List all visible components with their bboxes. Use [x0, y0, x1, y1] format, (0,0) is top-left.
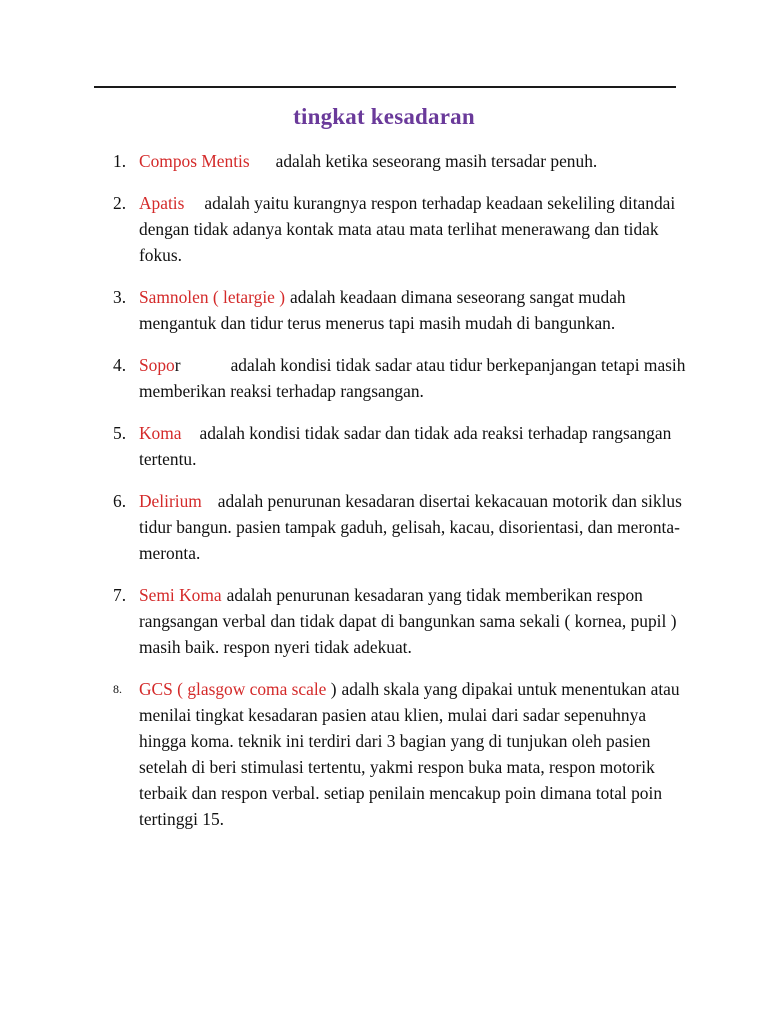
item-number: 8.: [113, 682, 122, 696]
list-item-sopor: [113, 352, 693, 404]
item-number: 7.: [113, 585, 127, 605]
term-suffix: ): [326, 679, 337, 699]
list-item-apatis: [113, 190, 693, 268]
definition: adalh skala yang dipakai untuk menentukan atau menilai tingkat kesadaran pasien atau klien, mulai dari sadar sepenuhnya hingga koma. teknik ini terdiri dari 3 bagian yang di tunjukan oleh pasien setelah di beri stimulasi tertentu, yakmi respon buka mata, respon motorik terbaik dan respon verbal. setiap penilain mencakup poin dimana total poin tertinggi 15.: [139, 679, 680, 829]
term: Semi Koma: [139, 585, 222, 605]
term: GCS ( glasgow coma scale: [139, 679, 327, 699]
definition: adalah penurunan kesadaran disertai kekacauan motorik dan siklus tidur bangun. pasien tampak gaduh, gelisah, kacau, disorientasi, dan meronta-meronta.: [139, 491, 682, 563]
definition: adalah penurunan kesadaran yang tidak memberikan respon rangsangan verbal dan tidak dapat di bangunkan sama sekali ( kornea, pupil ) masih baik. respon nyeri tidak adekuat.: [139, 585, 677, 657]
consciousness-levels-list: [113, 148, 693, 848]
term: Compos Mentis: [139, 151, 250, 171]
term: Samnolen ( letargie ): [139, 287, 286, 307]
item-number: 4.: [113, 355, 127, 375]
definition: adalah keadaan dimana seseorang sangat mudah mengantuk dan tidur terus menerus tapi masih mudah di bangunkan.: [139, 287, 626, 333]
definition: adalah kondisi tidak sadar dan tidak ada reaksi terhadap rangsangan tertentu.: [139, 423, 672, 469]
document-title: tingkat kesadaran: [293, 104, 475, 129]
item-number: 5.: [113, 423, 127, 443]
term: Apatis: [139, 193, 185, 213]
item-number: 3.: [113, 287, 127, 307]
list-item-compos-mentis: [113, 148, 693, 174]
term: Sopo: [139, 355, 175, 375]
list-item-gcs: [113, 676, 693, 832]
term-suffix: r: [174, 355, 181, 375]
list-item-koma: [113, 420, 693, 472]
item-number: 2.: [113, 193, 127, 213]
term: Koma: [139, 423, 182, 443]
definition: adalah kondisi tidak sadar atau tidur berkepanjangan tetapi masih memberikan reaksi terhadap rangsangan.: [139, 355, 686, 401]
definition: adalah yaitu kurangnya respon terhadap keadaan sekeliling ditandai dengan tidak adanya kontak mata atau mata terlihat menerawang dan tidak fokus.: [139, 193, 676, 265]
definition: adalah ketika seseorang masih tersadar penuh.: [275, 151, 598, 171]
list-item-semi-koma: [113, 582, 693, 660]
term: Delirium: [139, 491, 202, 511]
list-item-samnolen: [113, 284, 693, 336]
list-item-delirium: [113, 488, 693, 566]
item-number: 6.: [113, 491, 127, 511]
top-horizontal-rule: [94, 86, 676, 88]
item-number: 1.: [113, 151, 127, 171]
